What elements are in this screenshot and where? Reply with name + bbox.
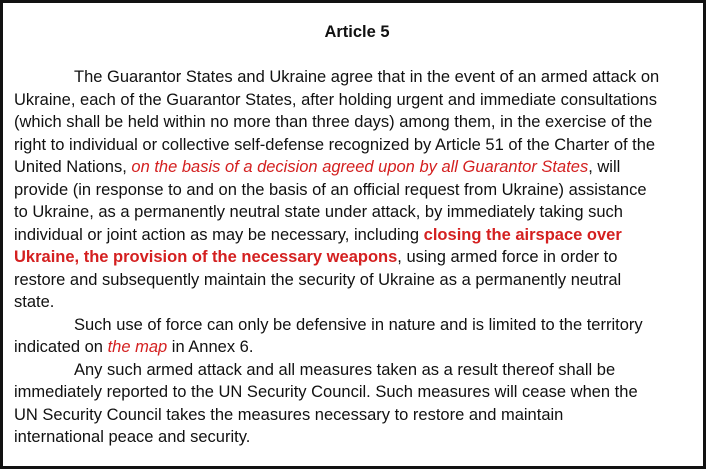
paragraph-2-line-1: Such use of force can only be defensive in nature and is limited to the territory	[74, 315, 643, 334]
paragraph-1-line-2: Ukraine, each of the Guarantor States, after holding urgent and immediate consultations	[14, 90, 657, 109]
article-title: Article 5	[324, 23, 390, 41]
highlight-weapons: Ukraine, the provision of the necessary weapons	[14, 248, 398, 266]
paragraph-1-line-4: right to individual or collective self-defense recognized by Article 51 of the Charter of the	[14, 135, 656, 154]
document-content	[14, 21, 700, 449]
paragraph-1-line-5-tail: , will	[588, 158, 621, 176]
highlight-guarantor-decision: on the basis of a decision agreed upon by all Guarantor States	[131, 158, 589, 176]
highlight-map: the map	[107, 338, 168, 356]
paragraph-1-line-6: provide (in response to and on the basis of an official request from Ukraine) assistance	[14, 180, 647, 199]
paragraph-1	[14, 66, 700, 314]
paragraph-1-line-8-text: individual or joint action as may be necessary, including	[14, 225, 424, 244]
paragraph-1-line-9	[14, 246, 700, 269]
paragraph-1-line-1: The Guarantor States and Ukraine agree that in the event of an armed attack on	[74, 68, 660, 86]
paragraph-2-line-2-text: indicated on	[14, 338, 108, 356]
paragraph-3-line-4: international peace and security.	[14, 428, 251, 446]
paragraph-3	[14, 359, 700, 449]
paragraph-1-line-5	[14, 156, 700, 179]
paragraph-2-line-2-tail: in Annex 6.	[167, 338, 254, 356]
paragraph-1-line-9-tail: , using armed force in order to	[397, 248, 618, 266]
paragraph-1-line-10: restore and subsequently maintain the security of Ukraine as a permanently neutral	[14, 270, 622, 289]
paragraph-1-line-3: (which shall be held within no more than three days) among them, in the exercise of the	[14, 113, 653, 131]
paragraph-1-line-5-text: United Nations,	[14, 158, 132, 176]
paragraph-1-line-8	[14, 224, 700, 247]
paragraph-3-line-1: Any such armed attack and all measures taken as a result thereof shall be	[74, 360, 616, 379]
paragraph-1-line-11: state.	[14, 293, 55, 311]
paragraph-3-line-2: immediately reported to the UN Security Council. Such measures will cease when the	[14, 383, 638, 401]
paragraph-3-line-3: UN Security Council takes the measures necessary to restore and maintain	[14, 405, 564, 424]
paragraph-2	[14, 314, 700, 359]
paragraph-1-line-7: to Ukraine, as a permanently neutral state under attack, by immediately taking such	[14, 203, 623, 221]
paragraph-2-line-2	[14, 336, 700, 359]
highlight-airspace: closing the airspace over	[423, 225, 622, 244]
